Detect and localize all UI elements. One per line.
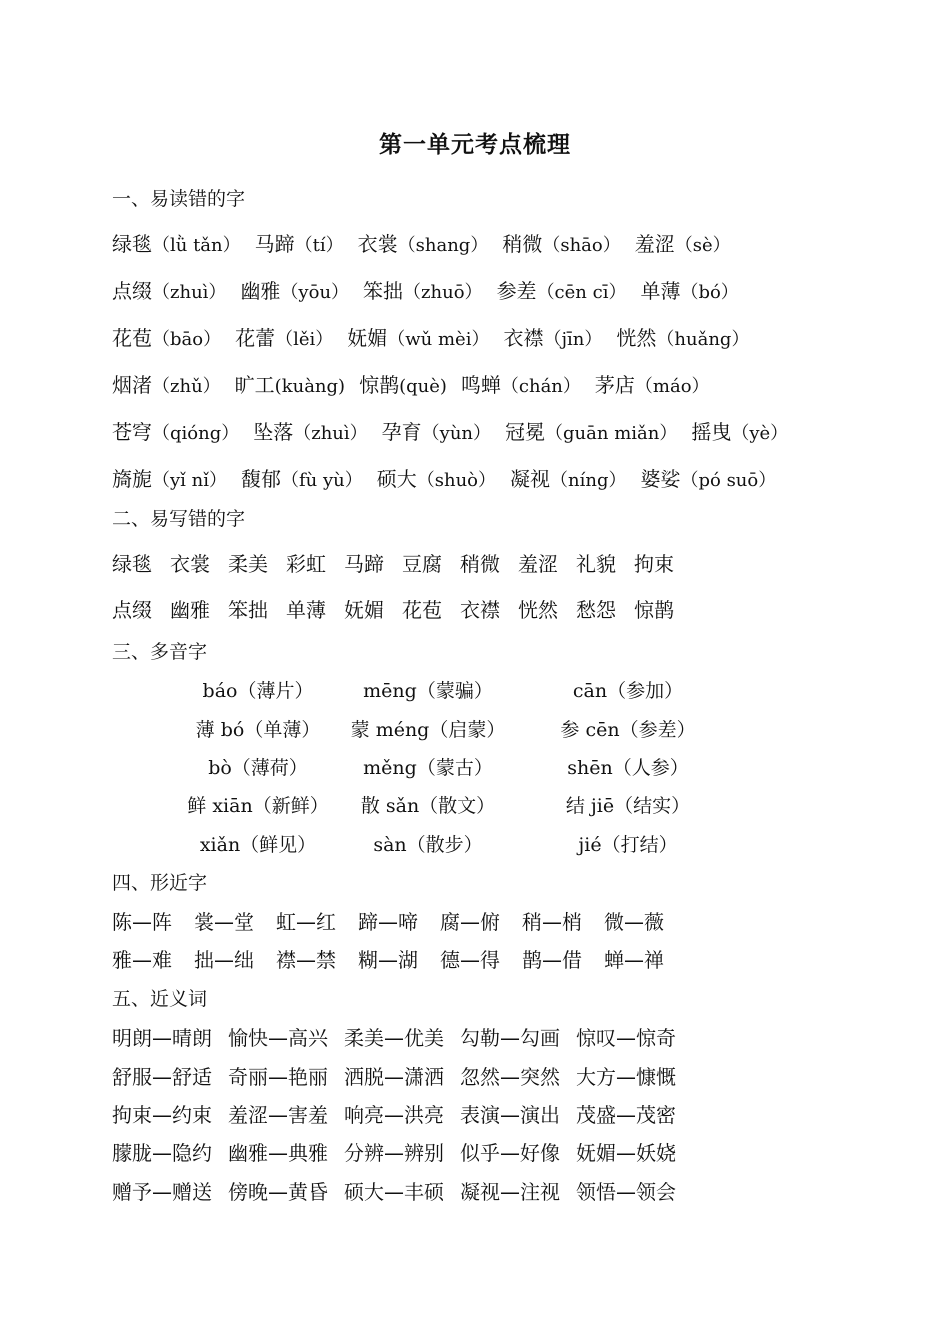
similar-pair: 裳—堂 bbox=[194, 910, 254, 934]
synonym-pair: 赠予—赠送 bbox=[112, 1180, 212, 1204]
misread-item bbox=[240, 275, 349, 304]
word: 参差 bbox=[496, 279, 537, 303]
synonym-pair: 傍晚—黄昏 bbox=[228, 1180, 328, 1204]
misread-item bbox=[377, 463, 496, 492]
synonym-pair: 领悟—领会 bbox=[576, 1180, 676, 1204]
word: 惊鹊 bbox=[359, 373, 400, 397]
miswrite-word: 妩媚 bbox=[344, 598, 384, 622]
synonym-pair: 硕大—丰硕 bbox=[344, 1180, 444, 1204]
misread-item bbox=[112, 416, 239, 445]
word: 衣襟 bbox=[503, 326, 544, 350]
miswrite-word: 惊鹊 bbox=[634, 598, 674, 622]
synonym-row bbox=[112, 1137, 692, 1166]
miswrite-word: 稍微 bbox=[460, 552, 500, 576]
polyphone-entry: shēn（人参） bbox=[567, 757, 689, 779]
polyphone-entry: bò（薄荷） bbox=[208, 757, 308, 779]
synonym-pair: 妩媚—妖娆 bbox=[576, 1141, 676, 1165]
pinyin: （zhǔ） bbox=[152, 376, 221, 397]
pinyin: （tí） bbox=[294, 235, 344, 256]
word: 茅店 bbox=[594, 373, 635, 397]
word: 孕育 bbox=[381, 420, 422, 444]
synonym-pair: 惊叹—惊奇 bbox=[576, 1026, 676, 1050]
pinyin: （shāo） bbox=[542, 235, 621, 256]
synonym-pair: 舒服—舒适 bbox=[112, 1065, 212, 1089]
misread-item bbox=[347, 322, 489, 351]
miswrite-word: 衣襟 bbox=[460, 598, 500, 622]
pinyin: （shang） bbox=[397, 235, 489, 256]
misread-item bbox=[235, 322, 333, 351]
section-heading-polyphone: 三、多音字 bbox=[112, 641, 208, 663]
polyphone-entry: cān（参加） bbox=[572, 680, 684, 702]
polyphone-entry: 散 sǎn（散文） bbox=[360, 795, 496, 817]
misread-row bbox=[112, 416, 802, 445]
synonym-pair: 愉快—高兴 bbox=[228, 1026, 328, 1050]
synonym-row bbox=[112, 1022, 692, 1051]
word: 烟渚 bbox=[112, 373, 152, 397]
misread-item bbox=[112, 463, 227, 492]
miswrite-word: 彩虹 bbox=[286, 552, 326, 576]
pinyin: （yùn） bbox=[421, 423, 492, 444]
word: 花蕾 bbox=[235, 326, 276, 350]
synonym-pair: 响亮—洪亮 bbox=[344, 1103, 444, 1127]
word: 单薄 bbox=[640, 279, 681, 303]
similar-pair: 蹄—啼 bbox=[358, 910, 418, 934]
misread-item bbox=[112, 369, 221, 398]
misread-item bbox=[112, 228, 241, 257]
section-heading-miswrite: 二、易写错的字 bbox=[112, 508, 246, 530]
miswrite-word: 点缀 bbox=[112, 598, 152, 622]
word: 坠落 bbox=[253, 420, 294, 444]
misread-item bbox=[112, 275, 226, 304]
misread-item bbox=[616, 322, 749, 351]
similar-row bbox=[112, 906, 686, 935]
polyphone-entry: mēng（蒙骗） bbox=[363, 680, 493, 702]
miswrite-word: 恍然 bbox=[518, 598, 558, 622]
misread-item bbox=[241, 463, 363, 492]
synonym-row bbox=[112, 1099, 692, 1128]
synonym-row bbox=[112, 1061, 692, 1090]
misread-item bbox=[497, 275, 627, 304]
misread-item bbox=[691, 416, 788, 445]
pinyin: （níng） bbox=[550, 470, 627, 491]
miswrite-word: 单薄 bbox=[286, 598, 326, 622]
polyphone-entry: 蒙 méng（启蒙） bbox=[350, 719, 506, 741]
misread-row bbox=[112, 275, 753, 304]
polyphone-entry: 结 jiē（结实） bbox=[565, 795, 691, 817]
similar-pair: 拙—绌 bbox=[194, 948, 254, 972]
miswrite-word: 衣裳 bbox=[170, 552, 210, 576]
similar-pair: 微—薇 bbox=[604, 910, 664, 934]
pinyin: （shuò） bbox=[416, 470, 497, 491]
pinyin: （máo） bbox=[634, 376, 710, 397]
similar-pair: 雅—难 bbox=[112, 948, 172, 972]
pinyin: （bāo） bbox=[152, 329, 222, 350]
word: 笨拙 bbox=[363, 279, 404, 303]
word: 苍穹 bbox=[112, 420, 152, 444]
similar-row bbox=[112, 944, 686, 973]
pinyin: （yōu） bbox=[280, 282, 350, 303]
pinyin: （fù yù） bbox=[281, 470, 363, 491]
section-heading-misread: 一、易读错的字 bbox=[112, 188, 246, 210]
misread-item bbox=[255, 228, 344, 257]
synonym-pair: 奇丽—艳丽 bbox=[228, 1065, 328, 1089]
synonym-pair: 似乎—好像 bbox=[460, 1141, 560, 1165]
similar-pair: 腐—俯 bbox=[440, 910, 500, 934]
synonym-row bbox=[112, 1176, 692, 1205]
misread-item bbox=[510, 463, 626, 492]
synonym-pair: 拘束—约束 bbox=[112, 1103, 212, 1127]
synonym-pair: 明朗—晴朗 bbox=[112, 1026, 212, 1050]
misread-row bbox=[112, 322, 763, 351]
polyphone-entry: 薄 bó（单薄） bbox=[195, 719, 321, 741]
polyphone-entry: 鲜 xiān（新鲜） bbox=[187, 795, 329, 817]
word: 幽雅 bbox=[240, 279, 281, 303]
pinyin: （sè） bbox=[674, 235, 731, 256]
pinyin: （chán） bbox=[500, 376, 581, 397]
similar-pair: 糊—湖 bbox=[358, 948, 418, 972]
synonym-pair: 幽雅—典雅 bbox=[228, 1141, 328, 1165]
miswrite-word: 笨拙 bbox=[228, 598, 268, 622]
miswrite-word: 拘束 bbox=[634, 552, 674, 576]
pinyin: （bó） bbox=[680, 282, 739, 303]
misread-row bbox=[112, 369, 724, 398]
pinyin: （huǎng） bbox=[656, 329, 750, 350]
pinyin: （wǔ mèi） bbox=[387, 329, 490, 350]
misread-item bbox=[505, 416, 677, 445]
pinyin: （lǜ tǎn） bbox=[152, 235, 241, 256]
similar-pair: 虹—红 bbox=[276, 910, 336, 934]
misread-item bbox=[640, 275, 738, 304]
misread-item bbox=[112, 322, 221, 351]
pinyin: (què) bbox=[399, 376, 447, 397]
synonym-pair: 表演—演出 bbox=[460, 1103, 560, 1127]
polyphone-entry: jié（打结） bbox=[578, 834, 678, 856]
miswrite-word: 柔美 bbox=[228, 552, 268, 576]
misread-row bbox=[112, 228, 745, 257]
misread-item bbox=[358, 228, 489, 257]
pinyin: （guān miǎn） bbox=[545, 423, 678, 444]
synonym-pair: 朦胧—隐约 bbox=[112, 1141, 212, 1165]
synonym-pair: 忽然—突然 bbox=[460, 1065, 560, 1089]
page-title: 第一单元考点梳理 bbox=[379, 131, 571, 158]
misread-item bbox=[635, 228, 731, 257]
word: 恍然 bbox=[616, 326, 657, 350]
misread-item bbox=[595, 369, 710, 398]
miswrite-word: 马蹄 bbox=[344, 552, 384, 576]
pinyin: （lěi） bbox=[275, 329, 334, 350]
misread-item bbox=[363, 275, 483, 304]
misread-item bbox=[235, 369, 345, 398]
misread-item bbox=[461, 369, 581, 398]
polyphone-entry: 参 cēn（参差） bbox=[560, 719, 696, 741]
misread-item bbox=[359, 369, 447, 398]
miswrite-word: 幽雅 bbox=[170, 598, 210, 622]
misread-item bbox=[640, 463, 776, 492]
word: 旷工 bbox=[234, 373, 275, 397]
section-heading-synonyms: 五、近义词 bbox=[112, 988, 208, 1010]
synonym-pair: 勾勒—勾画 bbox=[460, 1026, 560, 1050]
word: 马蹄 bbox=[254, 232, 295, 256]
miswrite-word: 花苞 bbox=[402, 598, 442, 622]
pinyin: (kuàng) bbox=[274, 376, 346, 397]
word: 凝视 bbox=[510, 467, 551, 491]
synonym-pair: 柔美—优美 bbox=[344, 1026, 444, 1050]
synonym-pair: 大方—慷慨 bbox=[576, 1065, 676, 1089]
pinyin: （cēn cī） bbox=[536, 282, 627, 303]
misread-row bbox=[112, 463, 790, 492]
similar-pair: 德—得 bbox=[440, 948, 500, 972]
pinyin: （pó suō） bbox=[680, 470, 777, 491]
synonym-pair: 茂盛—茂密 bbox=[576, 1103, 676, 1127]
word: 旖旎 bbox=[112, 467, 152, 491]
pinyin: （jīn） bbox=[543, 329, 603, 350]
polyphone-entry: xiǎn（鲜见） bbox=[199, 834, 317, 856]
word: 羞涩 bbox=[634, 232, 675, 256]
similar-pair: 陈—阵 bbox=[112, 910, 172, 934]
misread-item bbox=[382, 416, 491, 445]
synonym-pair: 凝视—注视 bbox=[460, 1180, 560, 1204]
word: 鸣蝉 bbox=[460, 373, 501, 397]
misread-item bbox=[503, 322, 602, 351]
misread-item bbox=[253, 416, 367, 445]
polyphone-entry: měng（蒙古） bbox=[363, 757, 493, 779]
pinyin: （qióng） bbox=[152, 423, 240, 444]
similar-pair: 鹊—借 bbox=[522, 948, 582, 972]
word: 馥郁 bbox=[241, 467, 281, 491]
polyphone-entry: báo（薄片） bbox=[202, 680, 314, 702]
pinyin: （zhuì） bbox=[293, 423, 368, 444]
misread-item bbox=[502, 228, 620, 257]
similar-pair: 蝉—禅 bbox=[604, 948, 664, 972]
pinyin: （yè） bbox=[731, 423, 789, 444]
pinyin: （zhuì） bbox=[152, 282, 227, 303]
word: 硕大 bbox=[376, 467, 417, 491]
pinyin: （yǐ nǐ） bbox=[152, 470, 227, 491]
word: 摇曳 bbox=[691, 420, 732, 444]
word: 稍微 bbox=[502, 232, 543, 256]
miswrite-row bbox=[112, 548, 692, 577]
synonym-pair: 分辨—辨别 bbox=[344, 1141, 444, 1165]
miswrite-row bbox=[112, 594, 692, 623]
word: 点缀 bbox=[112, 279, 152, 303]
miswrite-word: 礼貌 bbox=[576, 552, 616, 576]
synonym-pair: 羞涩—害羞 bbox=[228, 1103, 328, 1127]
miswrite-word: 羞涩 bbox=[518, 552, 558, 576]
pinyin: （zhuō） bbox=[403, 282, 483, 303]
word: 花苞 bbox=[112, 326, 152, 350]
word: 衣裳 bbox=[357, 232, 398, 256]
word: 冠冕 bbox=[505, 420, 546, 444]
word: 婆娑 bbox=[640, 467, 681, 491]
similar-pair: 襟—禁 bbox=[276, 948, 336, 972]
word: 绿毯 bbox=[112, 232, 152, 256]
word: 妩媚 bbox=[347, 326, 388, 350]
polyphone-entry: sàn（散步） bbox=[373, 834, 483, 856]
miswrite-word: 绿毯 bbox=[112, 552, 152, 576]
section-heading-similar: 四、形近字 bbox=[112, 872, 208, 894]
similar-pair: 稍—梢 bbox=[522, 910, 582, 934]
miswrite-word: 豆腐 bbox=[402, 552, 442, 576]
synonym-pair: 洒脱—潇洒 bbox=[344, 1065, 444, 1089]
miswrite-word: 愁怨 bbox=[576, 598, 616, 622]
